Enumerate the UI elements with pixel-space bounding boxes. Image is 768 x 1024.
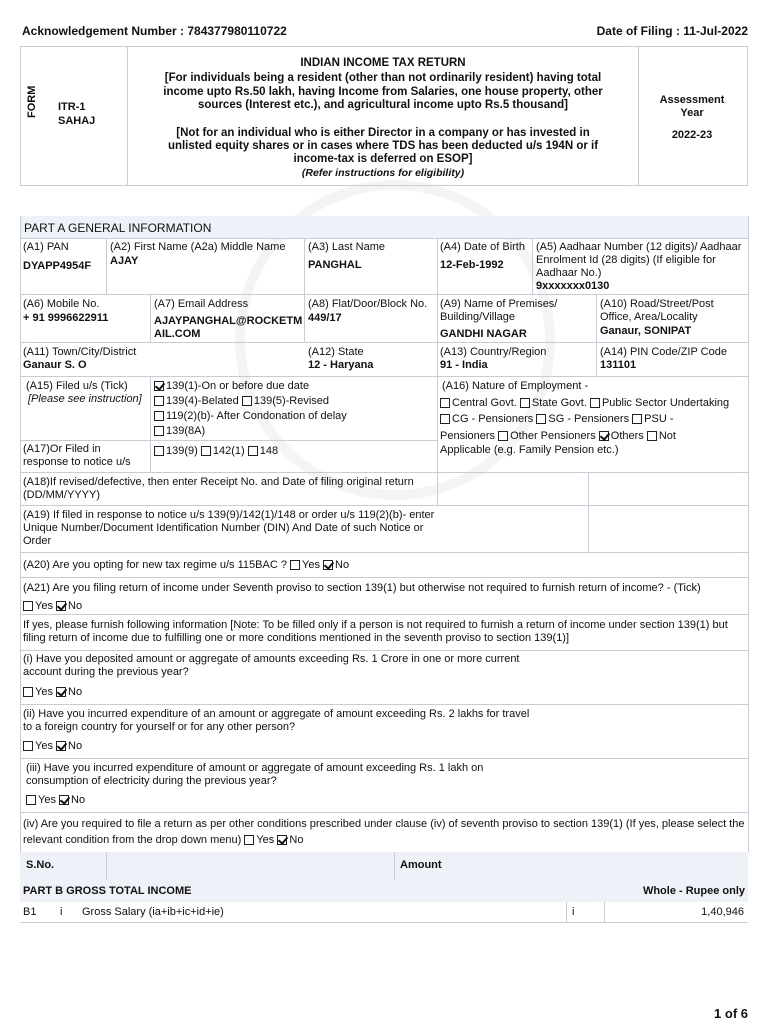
last-name-value: PANGHAL: [308, 259, 362, 271]
checkbox-q4-no[interactable]: [277, 835, 287, 845]
question-2: (ii) Have you incurred expenditure of an amount or aggregate of amount exceeding Rs. 2 lakhs for travel to a foreign country for yourself or for any other person?: [23, 708, 530, 733]
checkbox-q4-yes[interactable]: [244, 835, 254, 845]
filed-us-label: (A15) Filed u/s (Tick): [26, 380, 128, 392]
employment-row-3[interactable]: Pensioners Other Pensioners Others Not: [440, 430, 676, 442]
checkbox-a20-no[interactable]: [323, 560, 333, 570]
b1-label: Gross Salary (ia+ib+ic+id+ie): [82, 906, 224, 918]
first-name-value: AJAY: [110, 255, 139, 267]
employment-row-1[interactable]: Central Govt. State Govt. Public Sector Undertaking: [440, 397, 748, 410]
form-code: ITR-1: [58, 101, 86, 113]
checkbox-139-8a[interactable]: [154, 426, 164, 436]
question-2-options[interactable]: Yes No: [23, 740, 82, 753]
pin-label: (A14) PIN Code/ZIP Code: [600, 346, 727, 358]
form-description-2: [Not for an individual who is either Director in a company or has invested in unlisted equity shares or in cases where TDS has been deducted u/s 194N or if income-tax is deferred on ESOP]: [167, 127, 599, 165]
question-3: (iii) Have you incurred expenditure of amount or aggregate of amount exceeding Rs. 1 lakh on consumption of electricity during the previous year?: [26, 762, 484, 787]
a19-label: (A19) If filed in response to notice u/s 139(9)/142(1)/148 or order u/s 119(2)(b)- enter Unique Number/Document Identification Number (DIN) And Date of such Notice or Order: [23, 509, 435, 547]
last-name-label: (A3) Last Name: [308, 241, 386, 253]
checkbox-other-pensioners[interactable]: [498, 431, 508, 441]
checkbox-139-1[interactable]: [154, 381, 164, 391]
b1-roman: i: [60, 906, 63, 918]
dob-label: (A4) Date of Birth: [440, 241, 525, 253]
pin-value: 131101: [600, 359, 637, 371]
checkbox-q3-no[interactable]: [59, 795, 69, 805]
mobile-label: (A6) Mobile No.: [23, 298, 100, 310]
employment-row-2[interactable]: CG - Pensioners SG - Pensioners PSU -: [440, 413, 673, 426]
premises-value: GANDHI NAGAR: [440, 328, 527, 340]
premises-label: (A9) Name of Premises/ Building/Village: [440, 298, 558, 323]
road-label: (A10) Road/Street/Post Office, Area/Locality: [600, 298, 714, 323]
state-label: (A12) State: [308, 346, 364, 358]
checkbox-psu-pensioners[interactable]: [632, 414, 642, 424]
a20-row[interactable]: (A20) Are you opting for new tax regime u/s 115BAC ? Yes No: [23, 559, 350, 571]
checkbox-142-1[interactable]: [201, 446, 211, 456]
a18-label: (A18)If revised/defective, then enter Receipt No. and Date of filing original return (DD/MM/YYYY): [23, 476, 414, 501]
filed-us-note: [Please see instruction]: [28, 393, 142, 405]
checkbox-not-applicable[interactable]: [647, 431, 657, 441]
page-number: 1 of 6: [714, 1006, 748, 1021]
option-119[interactable]: 119(2)(b)- After Condonation of delay: [154, 410, 347, 423]
assessment-year-label: Assessment Year: [659, 94, 725, 119]
assessment-year-value: 2022-23: [671, 129, 713, 141]
sno-band: [20, 852, 748, 880]
form-title: INDIAN INCOME TAX RETURN: [300, 57, 466, 69]
checkbox-state-govt[interactable]: [520, 398, 530, 408]
checkbox-q1-yes[interactable]: [23, 687, 33, 697]
checkbox-139-5[interactable]: [242, 396, 252, 406]
option-139-1[interactable]: 139(1)-On or before due date: [154, 380, 309, 393]
dob-value: 12-Feb-1992: [440, 259, 504, 271]
road-value: Ganaur, SONIPAT: [600, 325, 692, 337]
question-1: (i) Have you deposited amount or aggregate of amounts exceeding Rs. 1 Crore in one or more current account during the previous year?: [23, 653, 520, 678]
pan-label: (A1) PAN: [23, 241, 69, 253]
checkbox-q2-no[interactable]: [56, 741, 66, 751]
a21-note: If yes, please furnish following information [Note: To be filled only if a person is not required to furnish a return of income under section 139(1) but filing return of income due to fulfilling one or more conditions mentioned in the seventh proviso to section 139(1)]: [23, 619, 728, 644]
form-description-1: [For individuals being a resident (other than not ordinarily resident) having total income upto Rs.50 lakh, having Income from Salaries, one house property, other sources (Interest etc.), and agricultural income upto Rs.5 thousand]: [163, 72, 603, 111]
state-value: 12 - Haryana: [308, 359, 374, 371]
amount-label: Amount: [400, 859, 442, 871]
aadhaar-label: (A5) Aadhaar Number (12 digits)/ Aadhaar Enrolment Id (28 digits) (If eligible for Aadhaar No.): [536, 241, 742, 279]
aadhaar-value: 9xxxxxxx0130: [536, 280, 610, 292]
checkbox-sg-pensioners[interactable]: [536, 414, 546, 424]
mobile-value: + 91 9996622911: [23, 312, 109, 324]
option-139-4[interactable]: 139(4)-Belated 139(5)-Revised: [154, 395, 329, 408]
country-label: (A13) Country/Region: [440, 346, 547, 358]
checkbox-a21-yes[interactable]: [23, 601, 33, 611]
country-value: 91 - India: [440, 359, 488, 371]
notice-options[interactable]: 139(9) 142(1) 148: [154, 445, 278, 458]
question-4: (iv) Are you required to file a return as per other conditions prescribed under clause (iv) of seventh proviso to section 139(1) (If yes, please select the relevant condition from the drop down menu) Yes No: [23, 818, 745, 846]
part-b-title: PART B GROSS TOTAL INCOME: [23, 885, 192, 897]
refer-instructions: (Refer instructions for eligibility): [301, 167, 465, 179]
checkbox-q2-yes[interactable]: [23, 741, 33, 751]
town-label: (A11) Town/City/District: [23, 346, 137, 358]
checkbox-cg-pensioners[interactable]: [440, 414, 450, 424]
employment-row-4: Applicable (e.g. Family Pension etc.): [440, 444, 619, 456]
part-a-title: PART A GENERAL INFORMATION: [24, 221, 212, 235]
checkbox-q3-yes[interactable]: [26, 795, 36, 805]
checkbox-central-govt[interactable]: [440, 398, 450, 408]
checkbox-139-9[interactable]: [154, 446, 164, 456]
b1-value: 1,40,946: [701, 906, 744, 918]
notice-label: (A17)Or Filed in response to notice u/s: [23, 443, 131, 468]
part-b-unit: Whole - Rupee only: [642, 885, 745, 897]
form-word: FORM: [26, 85, 38, 118]
checkbox-a20-yes[interactable]: [290, 560, 300, 570]
checkbox-a21-no[interactable]: [56, 601, 66, 611]
sno-label: S.No.: [26, 859, 55, 871]
checkbox-139-4[interactable]: [154, 396, 164, 406]
date-of-filing: Date of Filing : 11-Jul-2022: [596, 24, 748, 38]
email-value: AJAYPANGHAL@ROCKETMAIL.COM: [154, 315, 303, 340]
b1-code: B1: [23, 906, 37, 918]
question-1-options[interactable]: Yes No: [23, 686, 82, 699]
email-label: (A7) Email Address: [154, 298, 249, 310]
first-name-label: (A2) First Name (A2a) Middle Name: [110, 241, 286, 253]
checkbox-q1-no[interactable]: [56, 687, 66, 697]
flat-label: (A8) Flat/Door/Block No.: [308, 298, 428, 310]
b1-roman-right: i: [572, 906, 575, 918]
checkbox-148[interactable]: [248, 446, 258, 456]
checkbox-psu[interactable]: [590, 398, 600, 408]
employment-label: (A16) Nature of Employment -: [442, 380, 589, 392]
checkbox-others[interactable]: [599, 431, 609, 441]
town-value: Ganaur S. O: [23, 359, 87, 371]
a21-options[interactable]: Yes No: [23, 600, 82, 613]
checkbox-119[interactable]: [154, 411, 164, 421]
a21-label: (A21) Are you filing return of income under Seventh proviso to section 139(1) but otherwise not required to furnish return of income? - (Tick): [23, 582, 701, 594]
question-3-options[interactable]: Yes No: [26, 794, 85, 807]
form-name: SAHAJ: [58, 115, 96, 127]
acknowledgement-number: Acknowledgement Number : 784377980110722: [22, 24, 287, 38]
flat-value: 449/17: [308, 312, 342, 324]
pan-value: DYAPP4954F: [23, 260, 92, 272]
option-139-8a[interactable]: 139(8A): [154, 425, 205, 438]
